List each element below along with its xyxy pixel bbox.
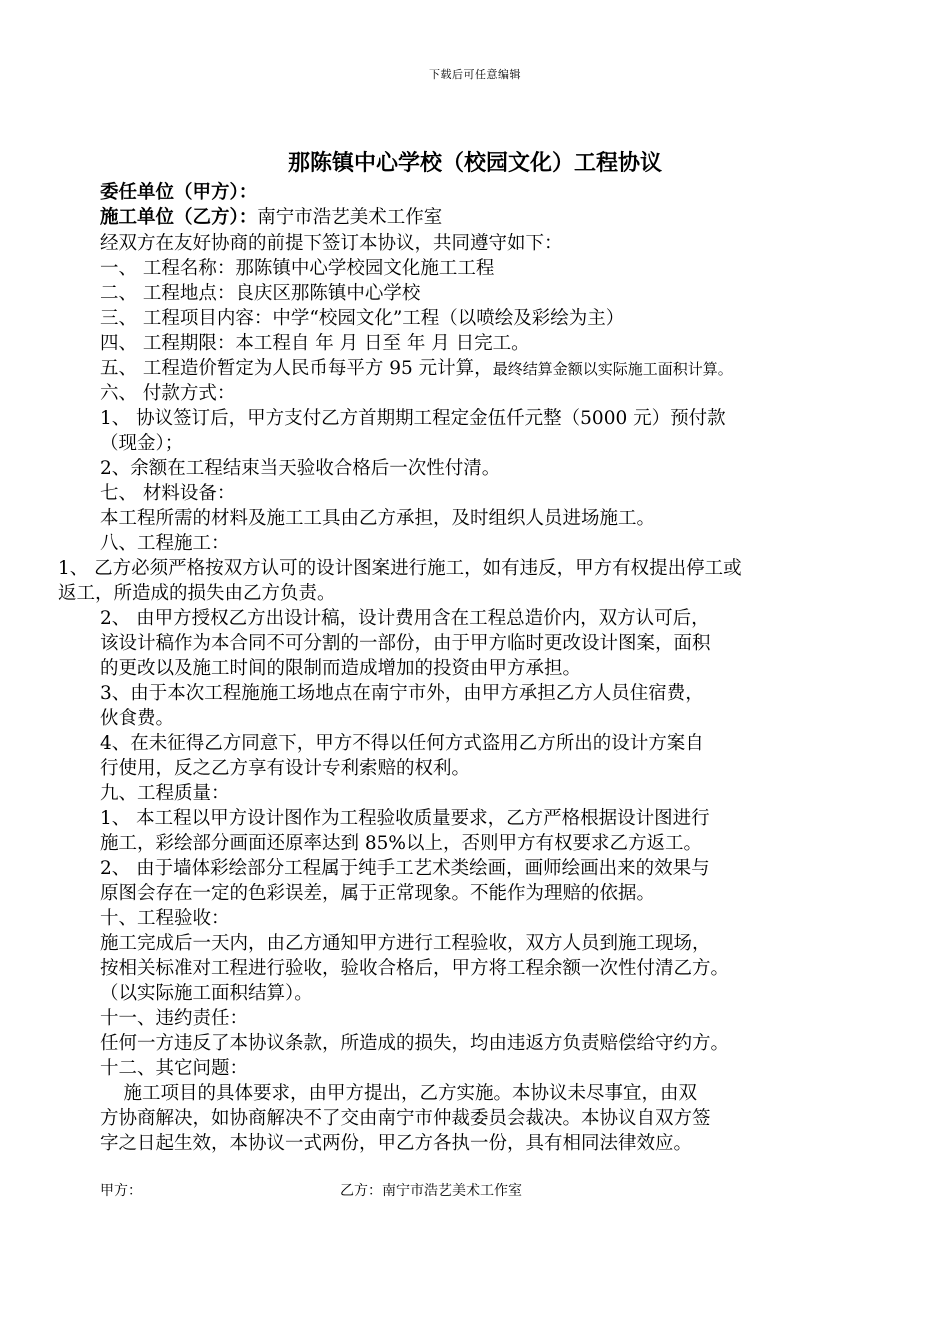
header-note: 下载后可任意编辑 xyxy=(429,68,521,81)
party-a-label: 委任单位（甲方）： xyxy=(100,182,258,203)
clause-11-body: 任何一方违反了本协议条款，所造成的损失，均由违返方负责赔偿给守约方。 xyxy=(100,1033,730,1054)
clause-8-3a: 3、由于本次工程施施工场地点在南宁市外，由甲方承担乙方人员住宿费， xyxy=(100,683,704,704)
clause-5-main: 五、 工程造价暂定为人民币每平方 95 元计算， xyxy=(100,358,493,379)
clause-7-heading: 七、 材料设备： xyxy=(100,483,236,504)
party-b-name: 南宁市浩艺美术工作室 xyxy=(257,207,443,228)
clause-8-heading: 八、工程施工： xyxy=(100,533,230,554)
signature-party-a: 甲方： xyxy=(100,1183,142,1199)
clause-8-2b: 该设计稿作为本合同不可分割的一部份，由于甲方临时更改设计图案，面积 xyxy=(100,633,711,654)
clause-12-b: 方协商解决，如协商解决不了交由南宁市仲裁委员会裁决。本协议自双方签 xyxy=(100,1108,711,1129)
clause-4: 四、 工程期限：本工程自 年 月 日至 年 月 日完工。 xyxy=(100,333,530,354)
clause-10-b: 按相关标准对工程进行验收，验收合格后，甲方将工程余额一次性付清乙方。 xyxy=(100,958,730,979)
clause-8-3b: 伙食费。 xyxy=(100,708,175,729)
clause-8-1a: 1、 乙方必须严格按双方认可的设计图案进行施工，如有违反，甲方有权提出停工或 xyxy=(58,558,742,579)
clause-8-4b: 行使用，反之乙方享有设计专利索赔的权利。 xyxy=(100,758,471,779)
party-b-label: 施工单位（乙方）： xyxy=(100,207,258,228)
clause-8-2a: 2、 由甲方授权乙方出设计稿，设计费用含在工程总造价内，双方认可后， xyxy=(100,608,710,629)
clause-10-c: （以实际施工面积结算）。 xyxy=(100,983,313,1004)
party-b-line xyxy=(100,205,442,230)
clause-6-2: 2、余额在工程结束当天验收合格后一次性付清。 xyxy=(100,458,501,479)
clause-8-1b: 返工，所造成的损失由乙方负责。 xyxy=(58,583,336,604)
clause-6-1b: （现金）； xyxy=(100,433,184,454)
clause-8-2c: 的更改以及施工时间的限制而造成增加的投资由甲方承担。 xyxy=(100,658,582,679)
clause-2: 二、 工程地点：良庆区那陈镇中心学校 xyxy=(100,283,421,304)
clause-5 xyxy=(100,356,733,382)
clause-11-heading: 十一、违约责任： xyxy=(100,1008,249,1029)
clause-12-a: 施工项目的具体要求，由甲方提出，乙方实施。本协议未尽事宜，由双 xyxy=(100,1083,698,1104)
clause-9-2a: 2、 由于墙体彩绘部分工程属于纯手工艺术类绘画，画师绘画出来的效果与 xyxy=(100,858,710,879)
clause-10-a: 施工完成后一天内，由乙方通知甲方进行工程验收，双方人员到施工现场， xyxy=(100,933,711,954)
clause-10-heading: 十、工程验收： xyxy=(100,908,230,929)
intro-text: 经双方在友好协商的前提下签订本协议，共同遵守如下： xyxy=(100,233,563,254)
clause-7-body: 本工程所需的材料及施工工具由乙方承担，及时组织人员进场施工。 xyxy=(100,508,656,529)
clause-9-heading: 九、工程质量： xyxy=(100,783,230,804)
clause-6-heading: 六、 付款方式： xyxy=(100,383,236,404)
page-title: 那陈镇中心学校（校园文化）工程协议 xyxy=(287,151,662,176)
clause-9-2b: 原图会存在一定的色彩误差，属于正常现象。不能作为理赔的依据。 xyxy=(100,883,656,904)
clause-3: 三、 工程项目内容：中学“校园文化”工程（以喷绘及彩绘为主） xyxy=(100,308,625,329)
clause-5-note: 最终结算金额以实际施工面积计算。 xyxy=(492,360,733,378)
clause-9-1a: 1、 本工程以甲方设计图作为工程验收质量要求，乙方严格根据设计图进行 xyxy=(100,808,710,829)
clause-9-1b: 施工，彩绘部分画面还原率达到 85%以上，否则甲方有权要求乙方返工。 xyxy=(100,833,703,854)
clause-1: 一、 工程名称：那陈镇中心学校园文化施工工程 xyxy=(100,258,495,279)
clause-6-1a: 1、 协议签订后，甲方支付乙方首期期工程定金伍仟元整（5000 元）预付款 xyxy=(100,408,726,429)
clause-8-4a: 4、在未征得乙方同意下，甲方不得以任何方式盗用乙方所出的设计方案自 xyxy=(100,733,704,754)
clause-12-heading: 十二、其它问题： xyxy=(100,1058,249,1079)
clause-12-c: 字之日起生效，本协议一式两份，甲乙方各执一份，具有相同法律效应。 xyxy=(100,1133,693,1154)
signature-party-b: 乙方：南宁市浩艺美术工作室 xyxy=(340,1183,522,1199)
